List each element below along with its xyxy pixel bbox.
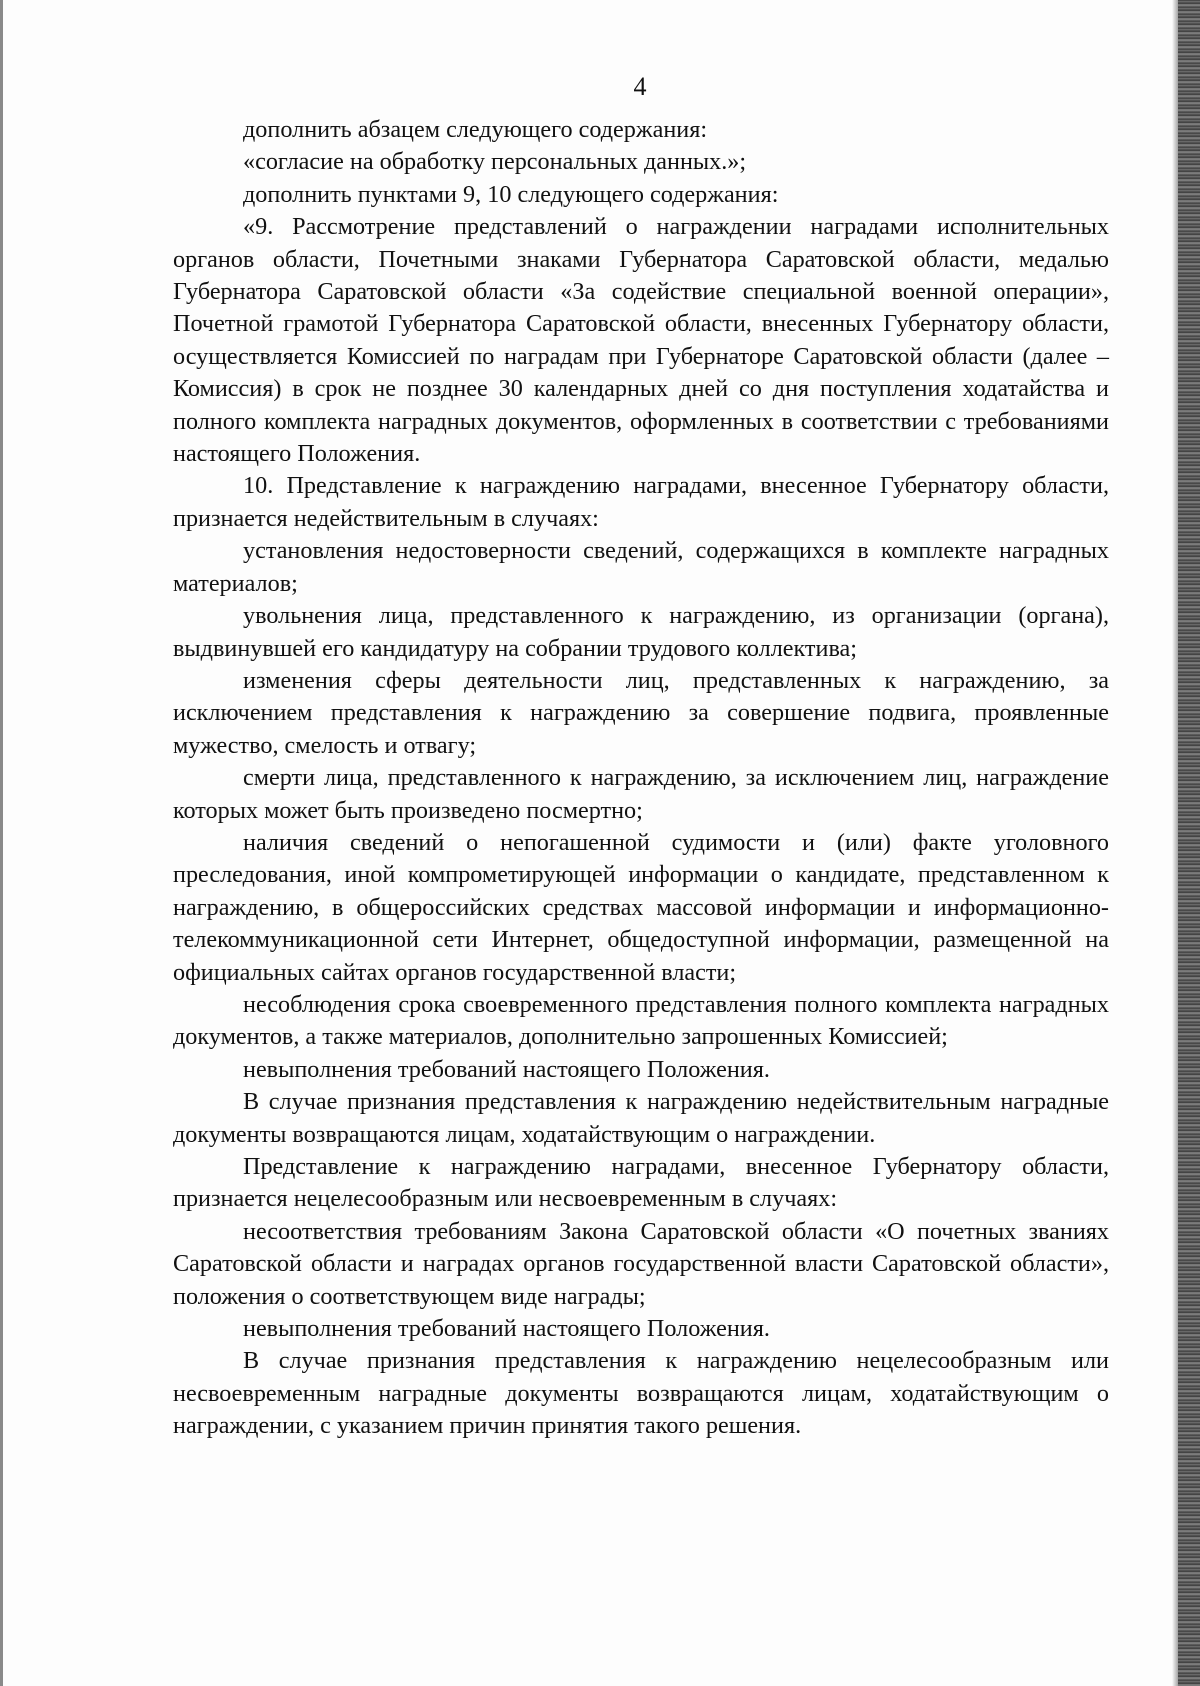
scan-right-edge	[1178, 0, 1200, 1686]
scan-left-edge	[0, 0, 3, 1686]
paragraph: наличия сведений о непогашенной судимости и (или) факте уголовного преследования, иной компрометирующей информации о кандидате, представленном к награждению, в общероссийских средствах массовой информации и информационно-телекоммуникационной сети Интернет, общедоступной информации, размещенной на официальных сайтах органов государственной власти;	[173, 828, 1109, 986]
paragraph: несоблюдения срока своевременного представления полного комплекта наградных документов, а также материалов, дополнительно запрошенных Комиссией;	[173, 990, 1109, 1051]
paragraph: несоответствия требованиям Закона Саратовской области «О почетных званиях Саратовской области и наградах органов государственной власти Саратовской области», положения о соответствующем виде награды;	[173, 1217, 1109, 1310]
paragraph: невыполнения требований настоящего Положения.	[243, 1055, 770, 1083]
paragraph: установления недостоверности сведений, содержащихся в комплекте наградных материалов;	[173, 537, 1109, 597]
paragraph-item-9: «9. Рассмотрение представлений о награждении наградами исполнительных органов области, Почетными знаками Губернатора Саратовской области, медалью Губернатора Саратовской области «За содействие специальной военной операции», Почетной грамотой Губернатора Саратовской области, внесенных Губернатору области, осуществляется Комиссией по наградам при Губернаторе Саратовской области (далее – Комиссия) в срок не позднее 30 календарных дней со дня поступления ходатайства и полного комплекта наградных документов, оформленных в соответствии с требованиями настоящего Положения.	[173, 213, 1109, 468]
paragraph-item-10: 10. Представление к награждению наградами, внесенное Губернатору области, признается недействительным в случаях:	[173, 472, 1109, 532]
paragraph: дополнить абзацем следующего содержания:	[243, 116, 708, 143]
document-body	[173, 114, 1109, 1443]
paragraph: В случае признания представления к награждению нецелесообразным или несвоевременным наградные документы возвращаются лицам, ходатайствующим о награждении, с указанием причин принятия такого решения.	[173, 1347, 1109, 1440]
paragraph: изменения сферы деятельности лиц, представленных к награждению, за исключением представления к награждению за совершение подвига, проявленные мужество, смелость и отвагу;	[173, 666, 1109, 759]
page-number: 4	[633, 72, 647, 101]
paragraph: Представление к награждению наградами, внесенное Губернатору области, признается нецелесообразным или несвоевременным в случаях:	[173, 1153, 1109, 1213]
paragraph: дополнить пунктами 9, 10 следующего содержания:	[243, 180, 779, 208]
paragraph: В случае признания представления к награждению недействительным наградные документы возвращаются лицам, ходатайствующим о награждении.	[173, 1088, 1109, 1148]
paragraph: смерти лица, представленного к награждению, за исключением лиц, награждение которых может быть произведено посмертно;	[173, 764, 1109, 824]
paragraph: невыполнения требований настоящего Положения.	[243, 1315, 770, 1343]
paragraph: увольнения лица, представленного к награждению, из организации (органа), выдвинувшей его кандидатуру на собрании трудового коллектива;	[173, 602, 1109, 662]
paragraph: «согласие на обработку персональных данных.»;	[243, 148, 747, 176]
